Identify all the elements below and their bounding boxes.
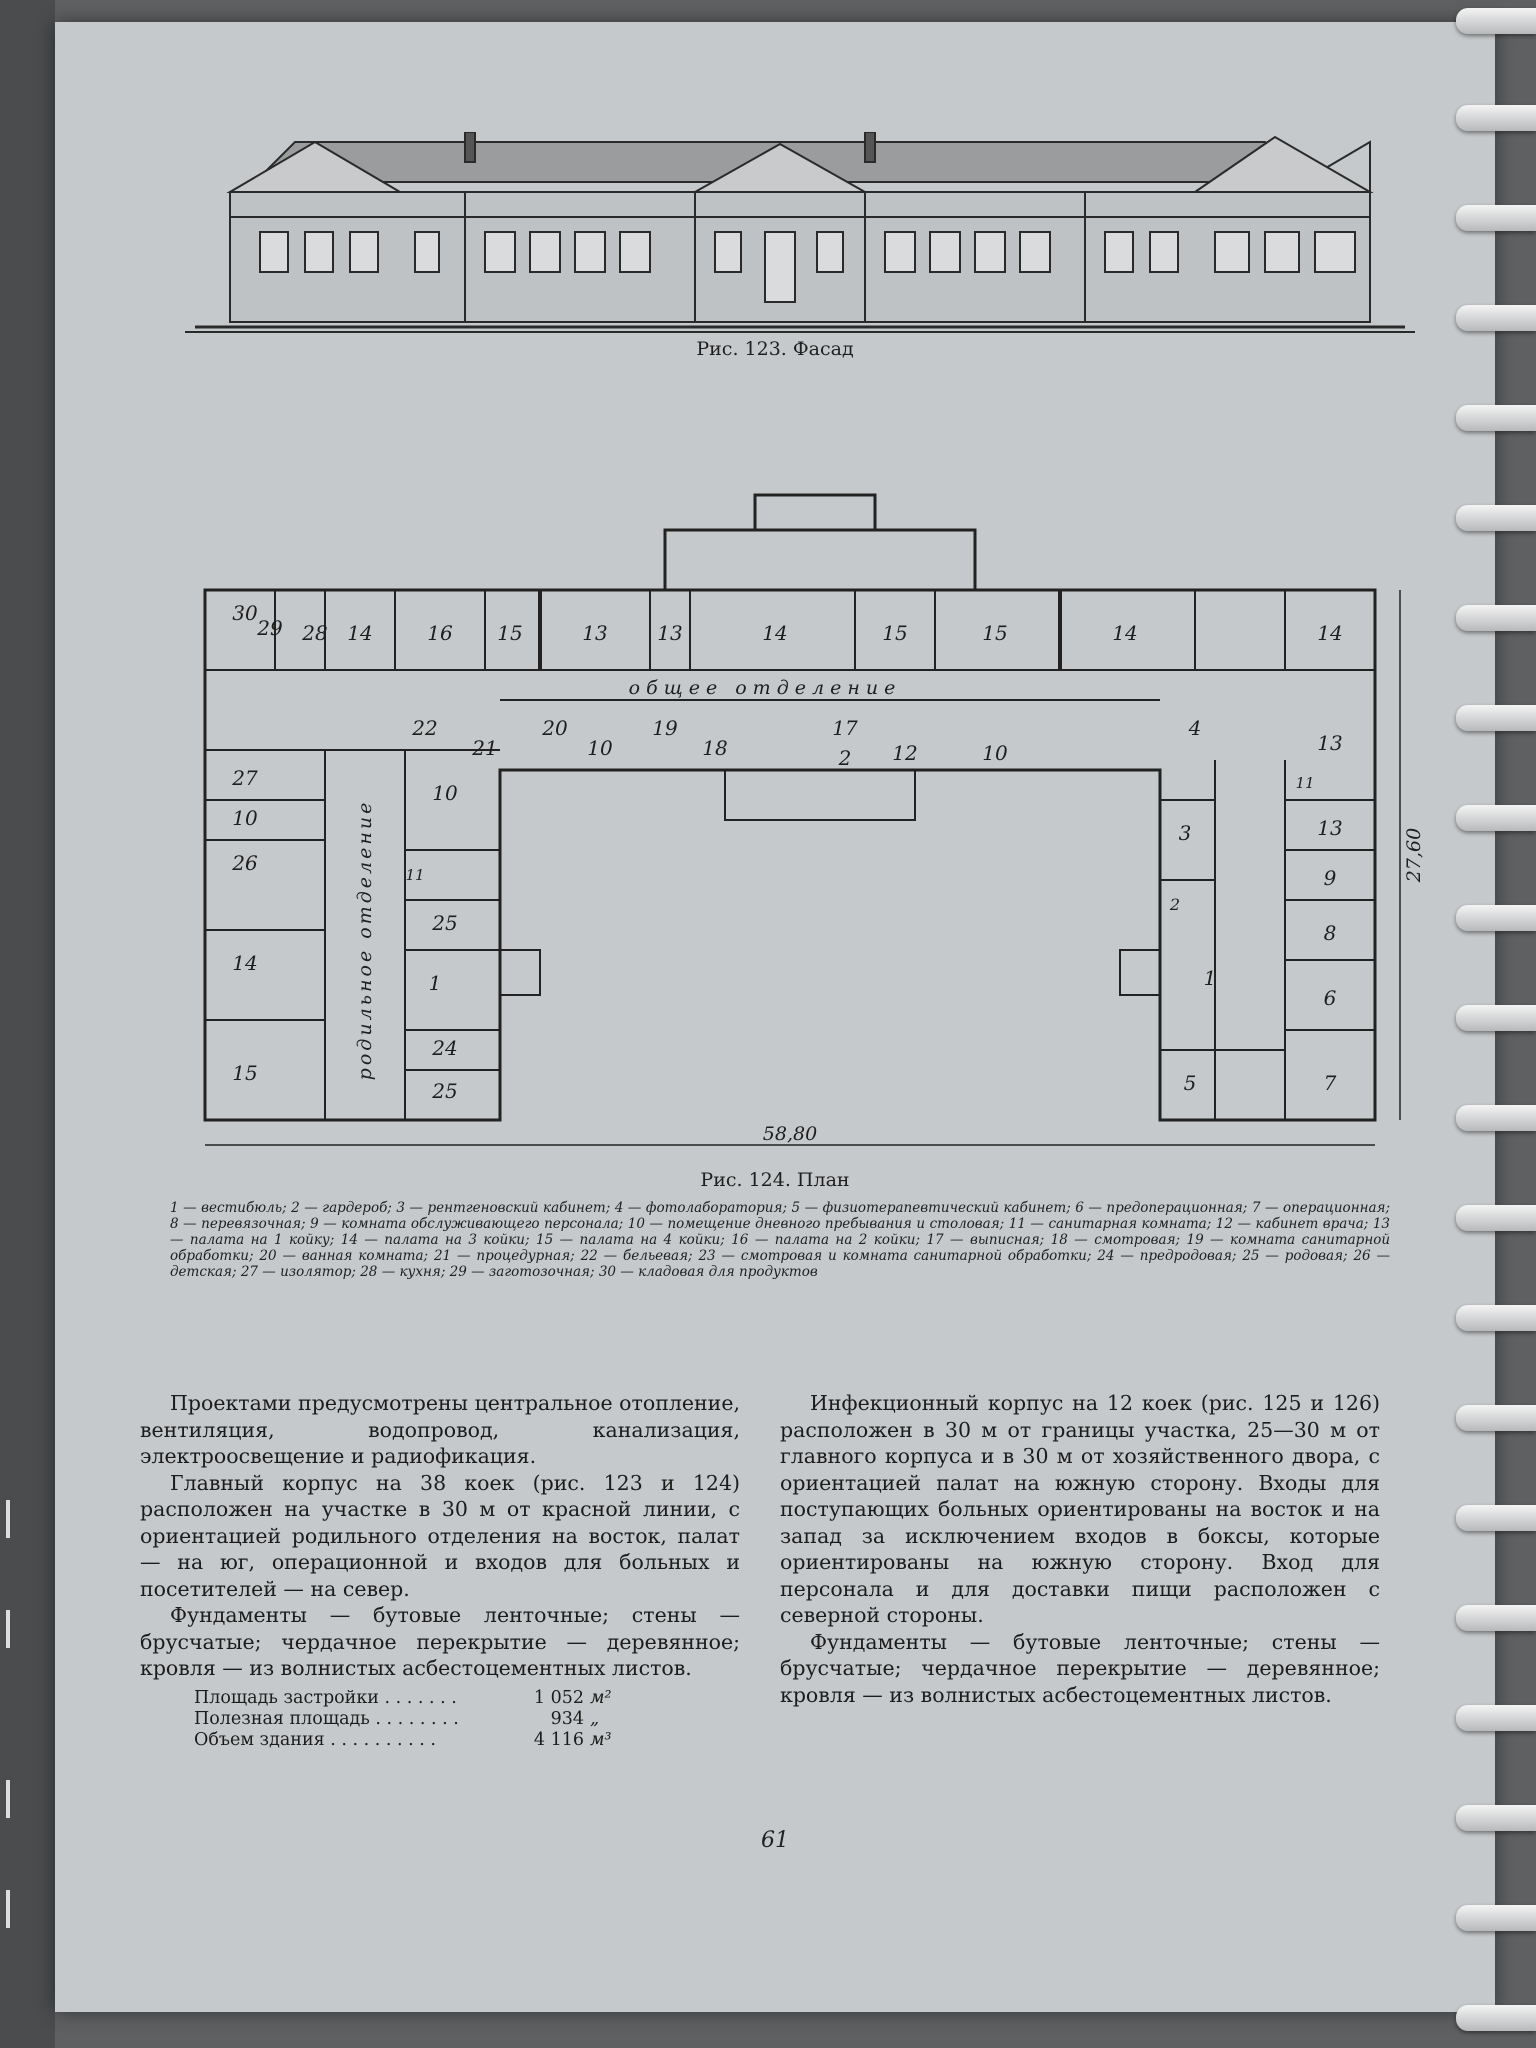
room-label: 13: [1317, 816, 1343, 840]
spiral-binding: [1446, 0, 1536, 2048]
room-label: 13: [1317, 731, 1343, 755]
stat-row: [194, 1709, 740, 1730]
building-stats: [194, 1688, 740, 1751]
binding-ring: [1456, 1605, 1536, 1631]
room-label: 6: [1323, 986, 1337, 1010]
binding-ring: [1456, 305, 1536, 331]
binding-ring: [1456, 205, 1536, 231]
room-label: 22: [412, 716, 438, 740]
binding-ring: [1456, 1805, 1536, 1831]
binding-ring: [1456, 2005, 1536, 2031]
legend-item: 15 — палата на 4 койки;: [535, 1232, 725, 1248]
legend-item: 27 — изолятор;: [240, 1264, 356, 1280]
binding-ring: [1456, 1705, 1536, 1731]
legend-item: 19 — комната санитарной обработки;: [170, 1232, 1391, 1264]
room-label: 15: [882, 621, 908, 645]
legend-item: 2 — гардероб;: [291, 1200, 392, 1216]
facade-drawing: [175, 132, 1425, 372]
binding-ring: [1456, 105, 1536, 131]
room-label: 10: [432, 781, 458, 805]
legend-item: 11 — санитарная комната;: [1008, 1216, 1212, 1232]
room-label: 3: [1178, 821, 1192, 845]
room-label: 1: [428, 971, 442, 995]
binding-ring: [1456, 1405, 1536, 1431]
binding-ring: [1456, 8, 1536, 34]
room-label: 5: [1183, 1071, 1197, 1095]
stat-value: 1 052: [533, 1687, 584, 1708]
binding-ring: [1456, 605, 1536, 631]
facade-caption: Рис. 123. Фасад: [696, 338, 854, 360]
dimension-width: 58,80: [762, 1123, 818, 1145]
legend-item: 1 — вестибюль;: [170, 1200, 287, 1216]
stat-unit: м²: [590, 1687, 612, 1708]
legend-item: 28 — кухня;: [360, 1264, 446, 1280]
left-column: [140, 1390, 740, 1751]
room-label: 10: [587, 736, 613, 760]
room-label: 2: [838, 746, 852, 770]
room-label: 15: [497, 621, 523, 645]
legend-item: 29 — заготозочная;: [449, 1264, 595, 1280]
stat-row: [194, 1688, 740, 1709]
paragraph: Проектами предусмотрены центральное отопление, вентиляция, водопровод, канализация, электроосвещение и радиофикация.: [140, 1391, 740, 1468]
paragraph: Инфекционный корпус на 12 коек (рис. 125 и 126) расположен в 30 м от границы участка, 25—30 м от главного корпуса и в 30 м от хозяйственного двора, с ориентацией палат на южную сторону. Входы для поступающих больных ориентированы на восток и на запад за исключением входов в боксы, которые ориентированы на южную сторону. Вход для персонала и для доставки пищи расположен с северной стороны.: [780, 1391, 1380, 1627]
room-label: 26: [232, 851, 258, 875]
room-label: 10: [232, 806, 258, 830]
room-label: 25: [432, 911, 458, 935]
binding-ring: [1456, 1005, 1536, 1031]
binding-ring: [1456, 705, 1536, 731]
legend-item: 13 — палата на 1 койку;: [170, 1216, 1391, 1248]
binding-ring: [1456, 505, 1536, 531]
room-label: 10: [982, 741, 1008, 765]
stat-row: [194, 1730, 740, 1751]
binding-ring: [1456, 405, 1536, 431]
binding-ring: [1456, 1905, 1536, 1931]
room-label: 13: [657, 621, 683, 645]
stat-value: 934: [550, 1708, 584, 1729]
room-label: 14: [762, 621, 788, 645]
left-background: [0, 0, 55, 2048]
legend-item: 26 — детская;: [170, 1248, 1390, 1280]
stat-unit: „: [590, 1708, 600, 1729]
room-label: 8: [1323, 921, 1337, 945]
room-label: 21: [472, 736, 498, 760]
legend-item: 24 — предродовая;: [1097, 1248, 1237, 1264]
legend-item: 9 — комната обслуживающего персонала;: [310, 1216, 624, 1232]
room-label: 1: [1203, 966, 1217, 990]
room-label: 9: [1323, 866, 1337, 890]
binding-ring: [1456, 905, 1536, 931]
stat-value: 4 116: [533, 1729, 584, 1750]
left-mark: [6, 1500, 10, 1538]
legend-item: 8 — перевязочная;: [170, 1216, 306, 1232]
room-label: 29: [257, 616, 283, 640]
legend-item: 22 — бельевая;: [580, 1248, 693, 1264]
paragraph: Фундаменты — бутовые ленточные; стены — брусчатые; чердачное перекрытие — деревянное; кровля — из волнистых асбестоцементных листов.: [780, 1629, 1380, 1707]
general-department-label: общее отделение: [628, 677, 902, 699]
room-label: 14: [347, 621, 373, 645]
room-label: 18: [702, 736, 728, 760]
room-label: 19: [652, 716, 678, 740]
room-label: 13: [582, 621, 608, 645]
legend-item: 14 — палата на 3 койки;: [340, 1232, 530, 1248]
stat-label: Полезная площадь . . . . . . . .: [194, 1708, 459, 1729]
stat-label: Объем здания . . . . . . . . . .: [194, 1729, 436, 1750]
room-label: 25: [432, 1079, 458, 1103]
page-number: 61: [761, 1828, 789, 1853]
legend-item: 4 — фотолаборатория;: [614, 1200, 787, 1216]
stat-unit: м³: [590, 1729, 612, 1750]
left-mark: [6, 1780, 10, 1818]
book-page: [55, 22, 1495, 2012]
legend-item: 5 — физиотерапевтический кабинет;: [791, 1200, 1071, 1216]
room-label: 15: [232, 1061, 258, 1085]
left-mark: [6, 1610, 10, 1648]
paragraph: Главный корпус на 38 коек (рис. 123 и 124) расположен на участке в 30 м от красной линии, с ориентацией родильного отделения на восток, палат — на юг, операционной и входов для больных и посетителей — на север.: [140, 1470, 740, 1601]
room-label: 12: [892, 741, 918, 765]
legend-item: 25 — родовая;: [1242, 1248, 1348, 1264]
legend-item: 12 — кабинет врача;: [1215, 1216, 1369, 1232]
room-label: 16: [427, 621, 453, 645]
legend-item: 7 — операционная;: [1251, 1200, 1391, 1216]
legend-item: 16 — палата на 2 койки;: [731, 1232, 921, 1248]
left-mark: [6, 1890, 10, 1928]
legend-item: 18 — смотровая;: [1050, 1232, 1181, 1248]
paragraph: Фундаменты — бутовые ленточные; стены — брусчатые; чердачное перекрытие — деревянное; кровля — из волнистых асбестоцементных листов.: [140, 1603, 740, 1680]
room-label: 11: [1295, 774, 1315, 792]
legend-item: 30 — кладовая для продуктов: [598, 1264, 818, 1280]
legend-item: 23 — смотровая и комната санитарной обработки;: [698, 1248, 1092, 1264]
plan-legend: [170, 1200, 1390, 1280]
room-label: 20: [542, 716, 568, 740]
room-label: 14: [1112, 621, 1138, 645]
binding-ring: [1456, 1305, 1536, 1331]
binding-ring: [1456, 1505, 1536, 1531]
legend-item: 10 — помещение дневного пребывания и столовая;: [627, 1216, 1005, 1232]
room-label: 24: [432, 1036, 458, 1060]
legend-item: 3 — рентгеновский кабинет;: [396, 1200, 611, 1216]
legend-item: 6 — предоперационная;: [1075, 1200, 1248, 1216]
right-column: [780, 1390, 1380, 1708]
dimension-height: 27,60: [1403, 827, 1425, 883]
plan-caption: Рис. 124. План: [700, 1169, 850, 1191]
room-label: 4: [1188, 716, 1202, 740]
binding-ring: [1456, 805, 1536, 831]
stat-label: Площадь застройки . . . . . . .: [194, 1687, 457, 1708]
room-label: 30: [232, 601, 258, 625]
room-label: 14: [232, 951, 258, 975]
room-label: 17: [832, 716, 858, 740]
room-label: 11: [405, 866, 425, 884]
room-label: 15: [982, 621, 1008, 645]
room-label: 7: [1323, 1071, 1337, 1095]
room-label: 2: [1169, 895, 1181, 914]
room-label: 28: [302, 621, 328, 645]
room-label: 14: [1317, 621, 1343, 645]
legend-item: 17 — выписная;: [926, 1232, 1045, 1248]
binding-ring: [1456, 1105, 1536, 1131]
binding-ring: [1456, 1205, 1536, 1231]
maternity-department-label: родильное отделение: [354, 799, 376, 1081]
legend-item: 21 — процедурная;: [433, 1248, 575, 1264]
room-label: 27: [232, 766, 258, 790]
floor-plan: [145, 470, 1425, 1160]
legend-item: 20 — ванная комната;: [259, 1248, 429, 1264]
